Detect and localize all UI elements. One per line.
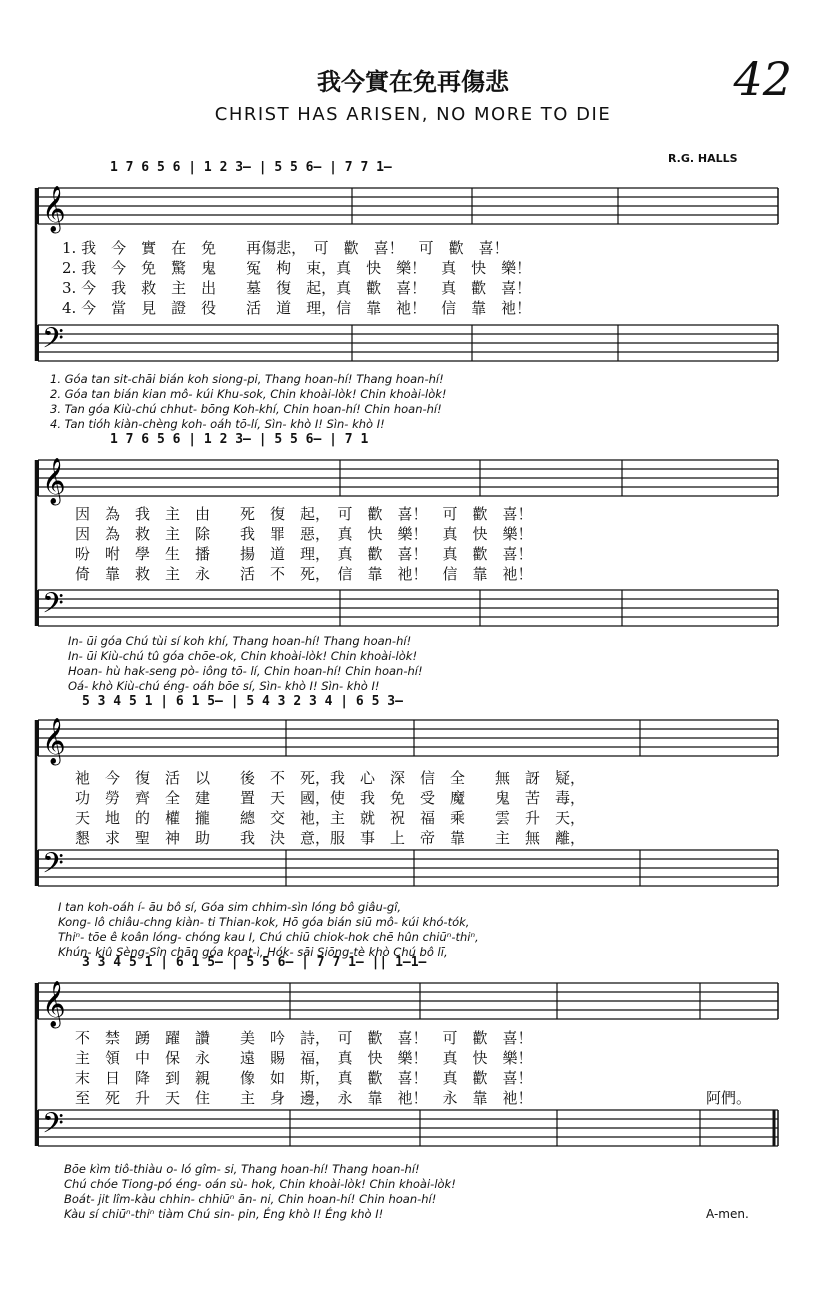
verse-3-romanized-line-2: Hoan- hù hak-seng pò- iông tō- lí, Chin hoan-hí! Chin hoan-hí! bbox=[68, 664, 423, 678]
verse-2-romanized-line-2: In- ūi Kiù-chú tû góa chōe-ok, Chin khoài-lòk! Chin khoài-lòk! bbox=[68, 649, 418, 663]
verse-2-chinese-line-1: 2. 我 今 免 驚 鬼 冤 枸 束，真 快 樂！ 真 快 樂！ bbox=[62, 259, 532, 277]
verse-3-chinese-line-3: 天 地 的 權 攏 總 交 祂，主 就 祝 福 乘 雲 升 天， bbox=[75, 809, 586, 827]
verse-3-chinese-line-1: 3. 今 我 救 主 出 墓 復 起，真 歡 喜！ 真 歡 喜！ bbox=[62, 279, 532, 297]
verse-4-romanized-line-3: Khún- kiû Sèng-Sîn chān góa koat-ì, Hók- sāi Siōng-tè khò Chú bô lī, bbox=[58, 945, 448, 959]
verse-1-chinese-line-4: 不 禁 踴 躍 讚 美 吟 詩， 可 歡 喜！ 可 歡 喜！ bbox=[75, 1029, 533, 1047]
verse-1-romanized-line-1: 1. Góa tan sit-chāi bián koh siong-pi, Thang hoan-hí! Thang hoan-hí! bbox=[50, 372, 444, 386]
verse-4-romanized-line-1: 4. Tan tióh kiàn-chèng koh- oáh tō-lí, Sìn- khò I! Sìn- khò I! bbox=[50, 417, 385, 431]
verse-3-romanized-line-3: Thiⁿ- tōe ê koân lóng- chóng kau I, Chú chiū chiok-hok chē hûn chiūⁿ-thiⁿ, bbox=[58, 930, 479, 944]
jianpu-numbers-1: 1 7 6 5 6 | 1 2 3— | 5 5 6— | 7 7 1— bbox=[110, 160, 392, 175]
bass-clef-icon: 𝄢 bbox=[42, 847, 64, 887]
verse-3-romanized-line-4: Boát- jit lîm-kàu chhin- chhiūⁿ ān- ni, Chin hoan-hí! Chin hoan-hí! bbox=[64, 1192, 437, 1206]
jianpu-numbers-4: 3 3 4 5 1 | 6 1 5— | 5 5 6— | 7 7 1— || 1—1— bbox=[82, 955, 427, 970]
bass-clef-icon: 𝄢 bbox=[42, 1107, 64, 1147]
verse-3-romanized-line-1: 3. Tan góa Kiù-chú chhut- bōng Koh-khí, Chin hoan-hí! Chin hoan-hí! bbox=[50, 402, 442, 416]
hymn-number: 42 bbox=[733, 52, 792, 106]
verse-1-chinese-line-2: 因 為 我 主 由 死 復 起， 可 歡 喜！ 可 歡 喜！ bbox=[75, 505, 533, 523]
verse-4-chinese-line-1: 4. 今 當 見 證 役 活 道 理，信 靠 祂！ 信 靠 祂！ bbox=[62, 299, 532, 317]
treble-clef-icon: 𝄞 bbox=[42, 186, 66, 232]
verse-1-chinese-line-1: 1. 我 今 實 在 免 再傷悲， 可 歡 喜！ 可 歡 喜！ bbox=[62, 239, 509, 257]
verse-4-romanized-line-4: Kàu sí chiūⁿ-thiⁿ tiàm Chú sin- pin, Éng khò I! Éng khò I! bbox=[64, 1207, 384, 1221]
treble-clef-icon: 𝄞 bbox=[42, 718, 66, 764]
verse-2-chinese-line-2: 因 為 救 主 除 我 罪 惡， 真 快 樂！ 真 快 樂！ bbox=[75, 525, 533, 543]
verse-4-chinese-line-3: 懇 求 聖 神 助 我 決 意，服 事 上 帝 靠 主 無 離， bbox=[75, 829, 586, 847]
hymn-title-english: CHRIST HAS ARISEN, NO MORE TO DIE bbox=[214, 104, 612, 125]
verse-2-chinese-line-4: 主 領 中 保 永 遠 賜 福， 真 快 樂！ 真 快 樂！ bbox=[75, 1049, 533, 1067]
jianpu-numbers-2: 1 7 6 5 6 | 1 2 3— | 5 5 6— | 7 1 bbox=[110, 432, 369, 447]
verse-1-chinese-line-3: 祂 今 復 活 以 後 不 死，我 心 深 信 全 無 訝 疑， bbox=[75, 769, 586, 787]
treble-clef-icon: 𝄞 bbox=[42, 458, 66, 504]
verse-3-chinese-line-4: 末 日 降 到 親 像 如 斯， 真 歡 喜！ 真 歡 喜！ bbox=[75, 1069, 533, 1087]
verse-4-chinese-line-2: 倚 靠 救 主 永 活 不 死， 信 靠 祂！ 信 靠 祂！ bbox=[75, 565, 533, 583]
verse-2-chinese-line-3: 功 勞 齊 全 建 置 天 國，使 我 免 受 魔 鬼 苦 毒， bbox=[75, 789, 586, 807]
verse-2-romanized-line-4: Chú chóe Tiong-pó éng- oán sù- hok, Chin khoài-lòk! Chin khoài-lòk! bbox=[64, 1177, 456, 1191]
amen-romanized: A-men. bbox=[706, 1207, 749, 1221]
verse-1-romanized-line-3: I tan koh-oáh í- āu bô sí, Góa sim chhim-sìn lóng bô giâu-gî, bbox=[58, 900, 402, 914]
bass-clef-icon: 𝄢 bbox=[42, 322, 64, 362]
verse-3-chinese-line-2: 吩 咐 學 生 播 揚 道 理， 真 歡 喜！ 真 歡 喜！ bbox=[75, 545, 533, 563]
verse-4-romanized-line-2: Oá- khò Kiù-chú éng- oáh bōe sí, Sìn- khò I! Sìn- khò I! bbox=[68, 679, 380, 693]
bass-clef-icon: 𝄢 bbox=[42, 587, 64, 627]
jianpu-numbers-3: 5 3 4 5 1 | 6 1 5— | 5 4 3 2 3 4 | 6 5 3— bbox=[82, 694, 403, 709]
treble-clef-icon: 𝄞 bbox=[42, 981, 66, 1027]
verse-2-romanized-line-3: Kong- lô chiâu-chng kiàn- ti Thian-kok, Hō góa bián siū mô- kúi khó-tók, bbox=[58, 915, 470, 929]
composer-credit: R.G. HALLS bbox=[668, 152, 738, 165]
hymn-title-chinese: 我今實在免再傷悲 bbox=[317, 67, 509, 96]
verse-1-romanized-line-4: Bōe kìm tiô-thiàu o- ló gîm- si, Thang hoan-hí! Thang hoan-hí! bbox=[64, 1162, 420, 1176]
amen-chinese: 阿們。 bbox=[706, 1089, 752, 1107]
verse-1-romanized-line-2: In- ūi góa Chú tùi sí koh khí, Thang hoan-hí! Thang hoan-hí! bbox=[68, 634, 412, 648]
verse-4-chinese-line-4: 至 死 升 天 住 主 身 邊， 永 靠 祂！ 永 靠 祂！ bbox=[75, 1089, 533, 1107]
verse-2-romanized-line-1: 2. Góa tan bián kian mô- kúi Khu-sok, Chin khoài-lòk! Chin khoài-lòk! bbox=[50, 387, 447, 401]
